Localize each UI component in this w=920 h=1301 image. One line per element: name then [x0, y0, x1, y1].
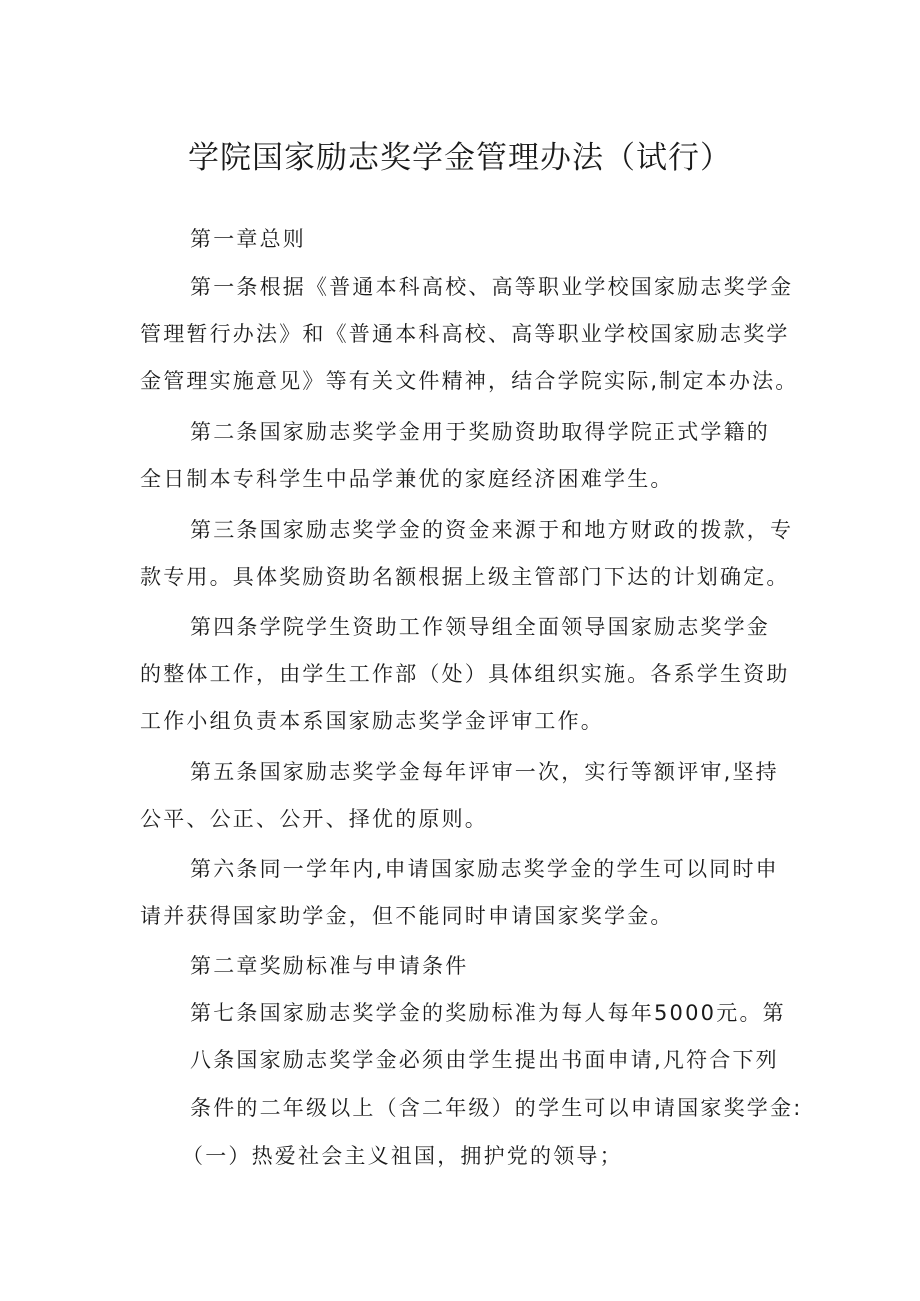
document-title: 学院国家励志奖学金管理办法（试行） [188, 140, 732, 176]
article-8-line-1: 八条国家励志奖学金必须由学生提出书面申请,凡符合下列 [190, 1048, 779, 1072]
article-4-line-2: 的整体工作，由学生工作部（处）具体组织实施。各系学生资助 [140, 662, 790, 686]
article-1-line-1: 第一条根据《普通本科高校、高等职业学校国家励志奖学金 [190, 275, 794, 299]
article-5-line-1: 第五条国家励志奖学金每年评审一次，实行等额评审,坚持 [190, 760, 779, 784]
article-4-line-3: 工作小组负责本系国家励志奖学金评审工作。 [140, 709, 604, 733]
article-7-line-1: 第七条国家励志奖学金的奖励标准为每人每年5000元。第 [190, 1001, 786, 1025]
article-1-line-3: 金管理实施意见》等有关文件精神，结合学院实际,制定本办法。 [140, 369, 799, 393]
article-5-line-2: 公平、公正、公开、择优的原则。 [140, 807, 488, 831]
article-3-line-1: 第三条国家励志奖学金的资金来源于和地方财政的拨款，专 [190, 518, 794, 542]
chapter-heading-2: 第二章奖励标准与申请条件 [190, 954, 469, 978]
chapter-heading-1: 第一章总则 [190, 227, 306, 251]
article-4-line-1: 第四条学院学生资助工作领导组全面领导国家励志奖学金 [190, 615, 770, 639]
article-8-line-2: 条件的二年级以上（含二年级）的学生可以申请国家奖学金: [190, 1096, 803, 1120]
article-2-line-2: 全日制本专科学生中品学兼优的家庭经济困难学生。 [140, 467, 674, 491]
article-6-line-2: 请并获得国家助学金，但不能同时申请国家奖学金。 [140, 904, 674, 928]
article-6-line-1: 第六条同一学年内,申请国家励志奖学金的学生可以同时申 [190, 857, 779, 881]
article-3-line-2: 款专用。具体奖励资助名额根据上级主管部门下达的计划确定。 [140, 565, 790, 589]
article-2-line-1: 第二条国家励志奖学金用于奖励资助取得学院正式学籍的 [190, 420, 770, 444]
condition-item-1: （一）热爱社会主义祖国，拥护党的领导； [182, 1144, 623, 1168]
article-1-line-2: 管理暂行办法》和《普通本科高校、高等职业学校国家励志奖学 [140, 322, 790, 346]
